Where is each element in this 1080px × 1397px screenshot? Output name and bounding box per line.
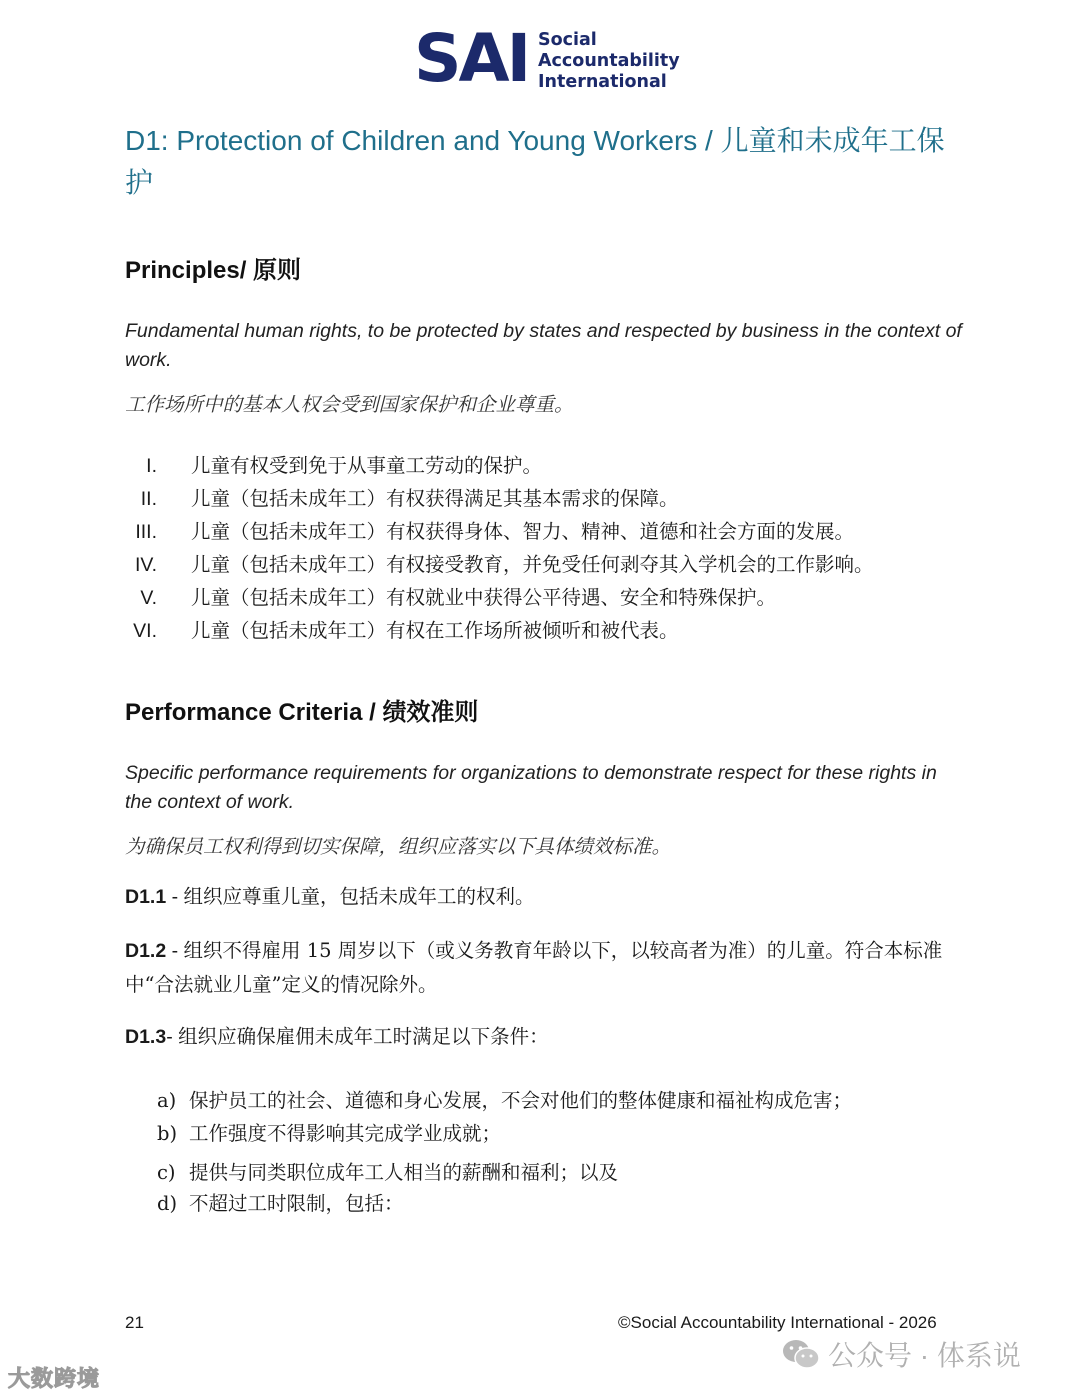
logo-line-1: Social: [538, 30, 597, 50]
criterion-code: D1.1: [125, 886, 167, 908]
list-item-number: IV.: [134, 554, 157, 576]
list-item-text: 儿童（包括未成年工）有权获得身体、智力、精神、道德和社会方面的发展。: [191, 520, 855, 543]
list-item-number: a): [157, 1089, 177, 1112]
watermark-right: [782, 1334, 1021, 1374]
performance-intro-en: Specific performance requirements for organizations to demonstrate respect for these rights in the context of work.: [125, 762, 937, 813]
list-item-text: 儿童有权受到免于从事童工劳动的保护。: [191, 454, 543, 477]
list-item-number: c): [157, 1161, 176, 1184]
criterion-separator: -: [166, 886, 184, 908]
criterion-code: D1.3: [125, 1026, 167, 1048]
criterion-separator: -: [166, 940, 184, 962]
logo-mark: SAI: [414, 20, 529, 97]
wechat-icon: [782, 1338, 820, 1370]
list-item-text: 工作强度不得影响其完成学业成就；: [189, 1122, 502, 1145]
list-item-number: V.: [140, 587, 157, 609]
list-item-number: III.: [135, 521, 157, 543]
list-item-text: 保护员工的社会、道德和身心发展，不会对他们的整体健康和福祉构成危害；: [189, 1089, 853, 1112]
list-item-number: VI.: [133, 620, 157, 642]
criterion-text: 组织应确保雇佣未成年工时满足以下条件：: [178, 1025, 549, 1048]
watermark-left: [8, 1362, 100, 1393]
criterion-d1-1: [125, 880, 955, 914]
list-item-text: 儿童（包括未成年工）有权在工作场所被倾听和被代表。: [191, 619, 679, 642]
list-item-number: b): [157, 1122, 178, 1145]
performance-intro-zh: 为确保员工权利得到切实保障，组织应落实以下具体绩效标准。: [125, 835, 672, 858]
criterion-d1-2: [125, 934, 955, 1002]
principles-intro-zh: 工作场所中的基本人权会受到国家保护和企业尊重。: [125, 393, 574, 416]
principles-heading: Principles/ 原则: [125, 257, 302, 284]
list-item-text: 不超过工时限制，包括：: [189, 1192, 404, 1215]
list-item-number: d): [157, 1192, 178, 1215]
list-item-text: 提供与同类职位成年工人相当的薪酬和福利；以及: [189, 1161, 619, 1184]
list-item-text: 儿童（包括未成年工）有权接受教育，并免受任何剥夺其入学机会的工作影响。: [191, 553, 874, 576]
performance-heading: Performance Criteria / 绩效准则: [125, 699, 479, 726]
logo-line-2: Accountability: [538, 51, 680, 71]
principles-intro-en: Fundamental human rights, to be protected by states and respected by business in the context of work.: [125, 320, 962, 371]
watermark-right-text: 公众号 · 体系说: [828, 1340, 1021, 1371]
copyright: ©Social Accountability International - 2026: [618, 1313, 937, 1332]
criterion-d1-3: [125, 1020, 955, 1054]
list-item-text: 儿童（包括未成年工）有权就业中获得公平待遇、安全和特殊保护。: [191, 586, 777, 609]
list-item-text: 儿童（包括未成年工）有权获得满足其基本需求的保障。: [191, 487, 679, 510]
section-title: D1: Protection of Children and Young Workers / 儿童和未成年工保护: [125, 125, 945, 198]
criterion-code: D1.2: [125, 940, 167, 962]
list-item-number: I.: [146, 455, 157, 477]
logo-wordmark: [538, 30, 680, 93]
logo-line-3: International: [538, 72, 667, 92]
criterion-text: 组织应尊重儿童，包括未成年工的权利。: [183, 885, 535, 908]
list-item-number: II.: [140, 488, 157, 510]
criterion-text: 组织不得雇用 15 周岁以下（或义务教育年龄以下，以较高者为准）的儿童。符合本标准中“合法就业儿童”定义的情况除外。: [125, 939, 943, 996]
criterion-separator: -: [166, 1026, 179, 1048]
watermark-left-text: 大数跨境: [8, 1366, 101, 1391]
page-number: 21: [125, 1313, 144, 1332]
